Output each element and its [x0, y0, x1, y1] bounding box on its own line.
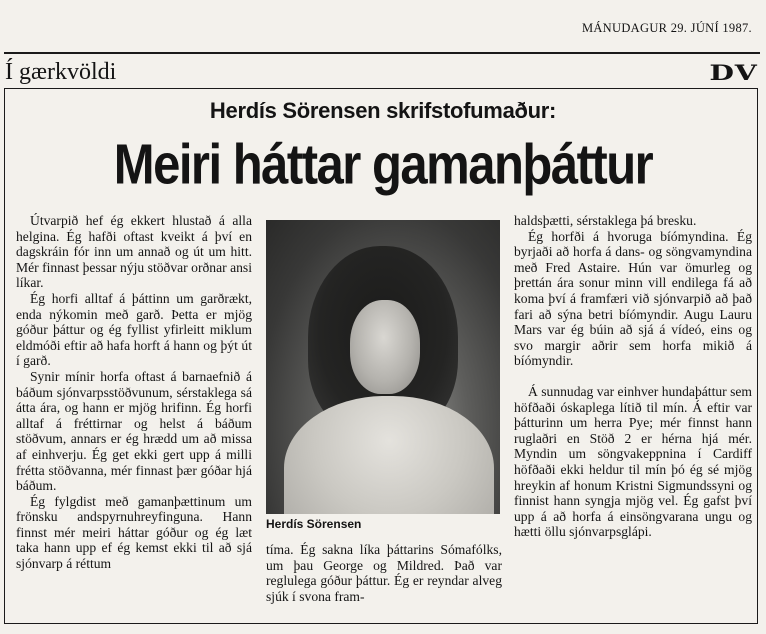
- photo-caption: Herdís Sörensen: [266, 517, 362, 531]
- section-title: Í gærkvöldi: [5, 59, 117, 85]
- article-column-2: [266, 542, 502, 604]
- article-headline: Meiri háttar gamanþáttur: [113, 133, 653, 197]
- photo-face: [350, 300, 420, 394]
- photo-body: [284, 396, 494, 514]
- paragraph: Á sunnudag var einhver hundaþáttur sem höfðaði óskaplega lítið til mín. Á eftir var þátturinn um herra Pye; mér finnst hann ruglaðri en Stöð 2 er hérna hjá mér. Myndin um söngvakeppnina í Cardiff höfðaði ekki heldur til mín þó ég sé mjög hreykin af honum Kristni Sigmundssyni og finnist hann syngja mjög vel. Ég gafst því upp á að horfa á einsöngvarana ungu og hætti öllu sjónvarpsglápi.: [514, 383, 752, 540]
- paragraph: tíma. Ég sakna líka þáttarins Sómafólks, um þau George og Mildred. Það var reglulega góður þáttur. Ég er reyndar alveg sjúk í svona fram-: [266, 542, 502, 604]
- article-kicker: Herdís Sörensen skrifstofumaður:: [209, 98, 557, 123]
- paragraph: Útvarpið hef ég ekkert hlustað á alla helgina. Ég hafði oftast kveikt á því en dagskráin fór inn um annað og út um hitt. Mér finnast þessar nýju stöðvar orðnar ansi líkar.: [16, 213, 252, 291]
- paragraph: Ég horfði á hvoruga bíómyndina. Ég byrjaði að horfa á dans- og söngvamyndina með Fred Astaire. Hún var ömurleg og þrettán ára sonur minn vill endilega fá að koma því á framfæri við sjónvarpið að það fari að sýna betri bíómyndir. Augu Lauru Mars var ég búin að sjá á vídeó, eins og svo margir aðrir sem horfa mikið á bíómyndir.: [514, 228, 752, 369]
- paragraph: haldsþætti, sérstaklega þá bresku.: [514, 213, 697, 228]
- paragraph: Ég horfi alltaf á þáttinn um garðrækt, enda nýkomin með garð. Þetta er mjög góður þáttur og ég fyllist yfirleitt miklum eldmóði eftir að hafa horft á hann og þýt út í garð.: [16, 290, 252, 369]
- dv-logo: DV: [709, 60, 758, 85]
- paragraph: Synir mínir horfa oftast á barnaefnið á báðum sjónvarpsstöðvunum, sérstaklega sá átta ára, og hann er mjög hrifinn. Ég horfi alltaf á fréttirnar og helst á báðum stöðvum, annars er ég hrædd um að missa af einhverju. Ég get ekki gert upp á milli frétta stöðvanna, mér finnast þær góðar hjá báðum.: [16, 368, 252, 494]
- header-rule: [4, 52, 760, 54]
- portrait-photo: [266, 220, 500, 514]
- dateline: MÁNUDAGUR 29. JÚNÍ 1987.: [581, 21, 752, 35]
- paragraph: Ég fylgdist með gamanþættinum um frönsku andspyrnuhreyfinguna. Hann finnst mér meiri háttar góður og ég læt taka hann upp ef ég kemst ekki til að sjá sjónvarp á réttum: [16, 493, 252, 572]
- article-column-1: [16, 213, 252, 572]
- article-column-3: [514, 213, 752, 540]
